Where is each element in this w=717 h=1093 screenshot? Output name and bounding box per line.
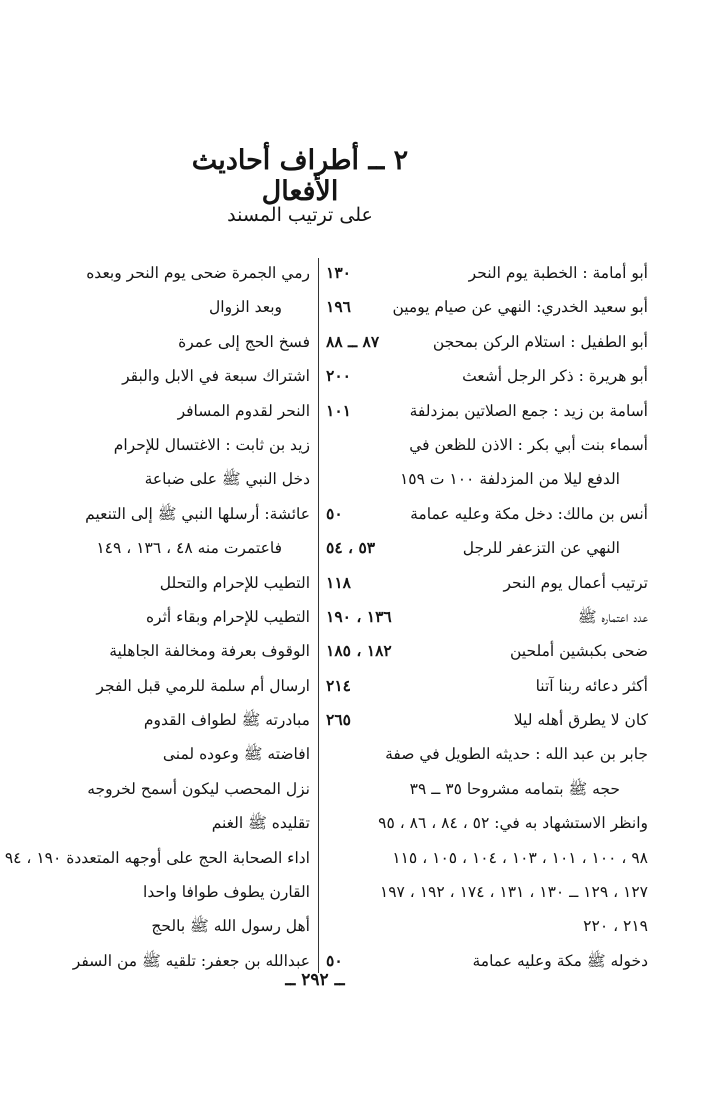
entry-text: أسامة بن زيد : جمع الصلاتين بمزدلفة [409, 401, 648, 420]
right-column-entry [326, 634, 648, 668]
left-column-entry [0, 600, 310, 634]
column-divider [318, 258, 319, 973]
entry-page-refs: ١٣٠ [326, 263, 351, 282]
left-column-entry [0, 772, 310, 806]
entry-text: اشتراك سبعة في الابل والبقر [122, 367, 310, 386]
entry-text: ترتيب أعمال يوم النحر [503, 573, 648, 592]
entry-text: النهي عن التزعفر للرجل [462, 539, 620, 558]
entry-text: مبادرته ﷺ لطواف القدوم [143, 711, 310, 730]
left-column-entry [0, 359, 310, 393]
entry-text: كان لا يطرق أهله ليلا [513, 711, 648, 730]
entry-text: النحر لقدوم المسافر [177, 401, 310, 420]
entry-text: فاعتمرت منه ٤٨ ، ١٣٦ ، ١٤٩ [96, 539, 282, 558]
entry-text: وبعد الزوال [209, 298, 282, 317]
entry-page-refs: ٢٦٥ [326, 710, 351, 730]
left-column-entry [0, 703, 310, 737]
entry-text: ١٢٧ ، ١٢٩ ــ ١٣٠ ، ١٣١ ، ١٧٤ ، ١٩٢ ، ١٩٧ [379, 883, 648, 902]
left-column-entry [0, 634, 310, 668]
entry-text: حجه ﷺ بتمامه مشروحا ٣٥ ــ ٣٩ [409, 779, 620, 798]
right-column-entry [326, 497, 648, 531]
right-column-entry [326, 669, 648, 703]
section-subtitle: على ترتيب المسند [227, 204, 373, 226]
right-column-entry [326, 944, 648, 978]
entry-text: جابر بن عبد الله : حديثه الطويل في صفة [385, 745, 648, 764]
left-column-entry [0, 462, 310, 496]
right-column-entry [326, 806, 648, 840]
left-column-entry [0, 806, 310, 840]
left-column-entry [0, 909, 310, 943]
left-column-entry [0, 875, 310, 909]
entry-text: ٩٨ ، ١٠٠ ، ١٠١ ، ١٠٣ ، ١٠٤ ، ١٠٥ ، ١١٥ [392, 848, 648, 867]
page-number: ــ ٢٩٢ ــ [285, 970, 345, 990]
entry-text: وانظر الاستشهاد به في: ٥٢ ، ٨٤ ، ٨٦ ، ٩٥ [378, 814, 648, 833]
entry-page-refs: ٥٣ ، ٥٤ [326, 538, 376, 558]
right-column-entry [326, 841, 648, 875]
entry-text: أبو أمامة : الخطبة يوم النحر [468, 264, 648, 282]
right-column [326, 256, 648, 978]
section-title: ٢ ــ أطراف أحاديث الأفعال [191, 145, 409, 207]
right-column-entry [326, 256, 648, 290]
entry-text: ٢١٩ ، ٢٢٠ [583, 917, 648, 936]
entry-text: رمي الجمرة ضحى يوم النحر وبعده [86, 264, 310, 282]
left-column-entry [0, 325, 310, 359]
entry-text: عبدالله بن جعفر: تلقيه ﷺ من السفر [72, 951, 310, 970]
left-column-entry [0, 428, 310, 462]
left-column-entry [0, 531, 310, 565]
left-column-entry [0, 256, 310, 290]
entry-text: أبو هريرة : ذكر الرجل أشعث [462, 367, 648, 386]
right-column-entry [326, 566, 648, 600]
left-column-entry [0, 566, 310, 600]
entry-text: نزل المحصب ليكون أسمح لخروجه [87, 779, 310, 798]
right-column-entry [326, 600, 648, 634]
entry-page-refs: ١٩٦ [326, 297, 351, 317]
entry-text: القارن يطوف طوافا واحدا [143, 883, 310, 902]
right-column-entry [326, 531, 648, 565]
entry-text: أهل رسول الله ﷺ بالحج [151, 917, 310, 936]
left-column-entry [0, 497, 310, 531]
entry-text: فسخ الحج إلى عمرة [178, 332, 310, 351]
entry-text: دخوله ﷺ مكة وعليه عمامة [472, 951, 648, 970]
right-column-entry [326, 394, 648, 428]
entry-text: التطيب للإحرام والتحلل [159, 573, 310, 592]
left-column-entry [0, 841, 310, 875]
left-column [0, 256, 310, 978]
entry-text: أكثر دعائه ربنا آتنا [535, 676, 648, 695]
entry-text: عدد اعتماره ﷺ [577, 607, 648, 626]
right-column-entry [326, 737, 648, 771]
right-column-entry [326, 875, 648, 909]
right-column-entry [326, 462, 648, 496]
entry-page-refs: ٢٠٠ [326, 366, 351, 386]
entry-text: عائشة: أرسلها النبي ﷺ إلى التنعيم [85, 504, 310, 523]
entry-text: التطيب للإحرام وبقاء أثره [145, 607, 310, 626]
right-column-entry [326, 772, 648, 806]
entry-text: زيد بن ثابت : الاغتسال للإحرام [113, 435, 310, 454]
right-column-entry [326, 325, 648, 359]
entry-text: ارسال أم سلمة للرمي قبل الفجر [96, 676, 310, 695]
right-column-entry [326, 290, 648, 324]
entry-text: الدفع ليلا من المزدلفة ١٠٠ ت ١٥٩ [399, 470, 620, 489]
entry-page-refs: ٥٠ [326, 503, 343, 523]
entry-page-refs: ١١٨ [326, 572, 351, 592]
left-column-entry [0, 737, 310, 771]
entry-text: أنس بن مالك: دخل مكة وعليه عمامة [410, 504, 648, 523]
entry-page-refs: ٢١٤ [326, 675, 351, 695]
entry-text: ضحى بكبشين أملحين [509, 642, 648, 661]
right-column-entry [326, 909, 648, 943]
entry-page-refs: ١٠١ [326, 400, 351, 420]
left-column-entry [0, 669, 310, 703]
entry-page-refs: ١٣٦ ، ١٩٠ [326, 606, 392, 626]
entry-text: أسماء بنت أبي بكر : الاذن للظعن في [409, 435, 648, 454]
entry-page-refs: ٨٧ ــ ٨٨ [326, 331, 380, 351]
entry-text: الوقوف بعرفة ومخالفة الجاهلية [109, 642, 310, 661]
entry-page-refs: ١٨٢ ، ١٨٥ [326, 641, 392, 661]
left-column-entry [0, 290, 310, 324]
entry-text: أبو الطفيل : استلام الركن بمحجن [432, 332, 648, 351]
right-column-entry [326, 359, 648, 393]
right-column-entry [326, 428, 648, 462]
entry-text: اداء الصحابة الحج على أوجهه المتعددة ١٩٠ ، ٩٤ [4, 848, 310, 867]
entry-text: تقليده ﷺ الغنم [211, 814, 310, 833]
left-column-entry [0, 394, 310, 428]
entry-text: دخل النبي ﷺ على ضباعة [144, 470, 310, 489]
entry-text: أبو سعيد الخدري: النهي عن صيام يومين [392, 298, 648, 317]
right-column-entry [326, 703, 648, 737]
entry-text: افاضته ﷺ وعوده لمنى [162, 745, 310, 764]
entry-page-refs: ٥٠ [326, 950, 343, 970]
